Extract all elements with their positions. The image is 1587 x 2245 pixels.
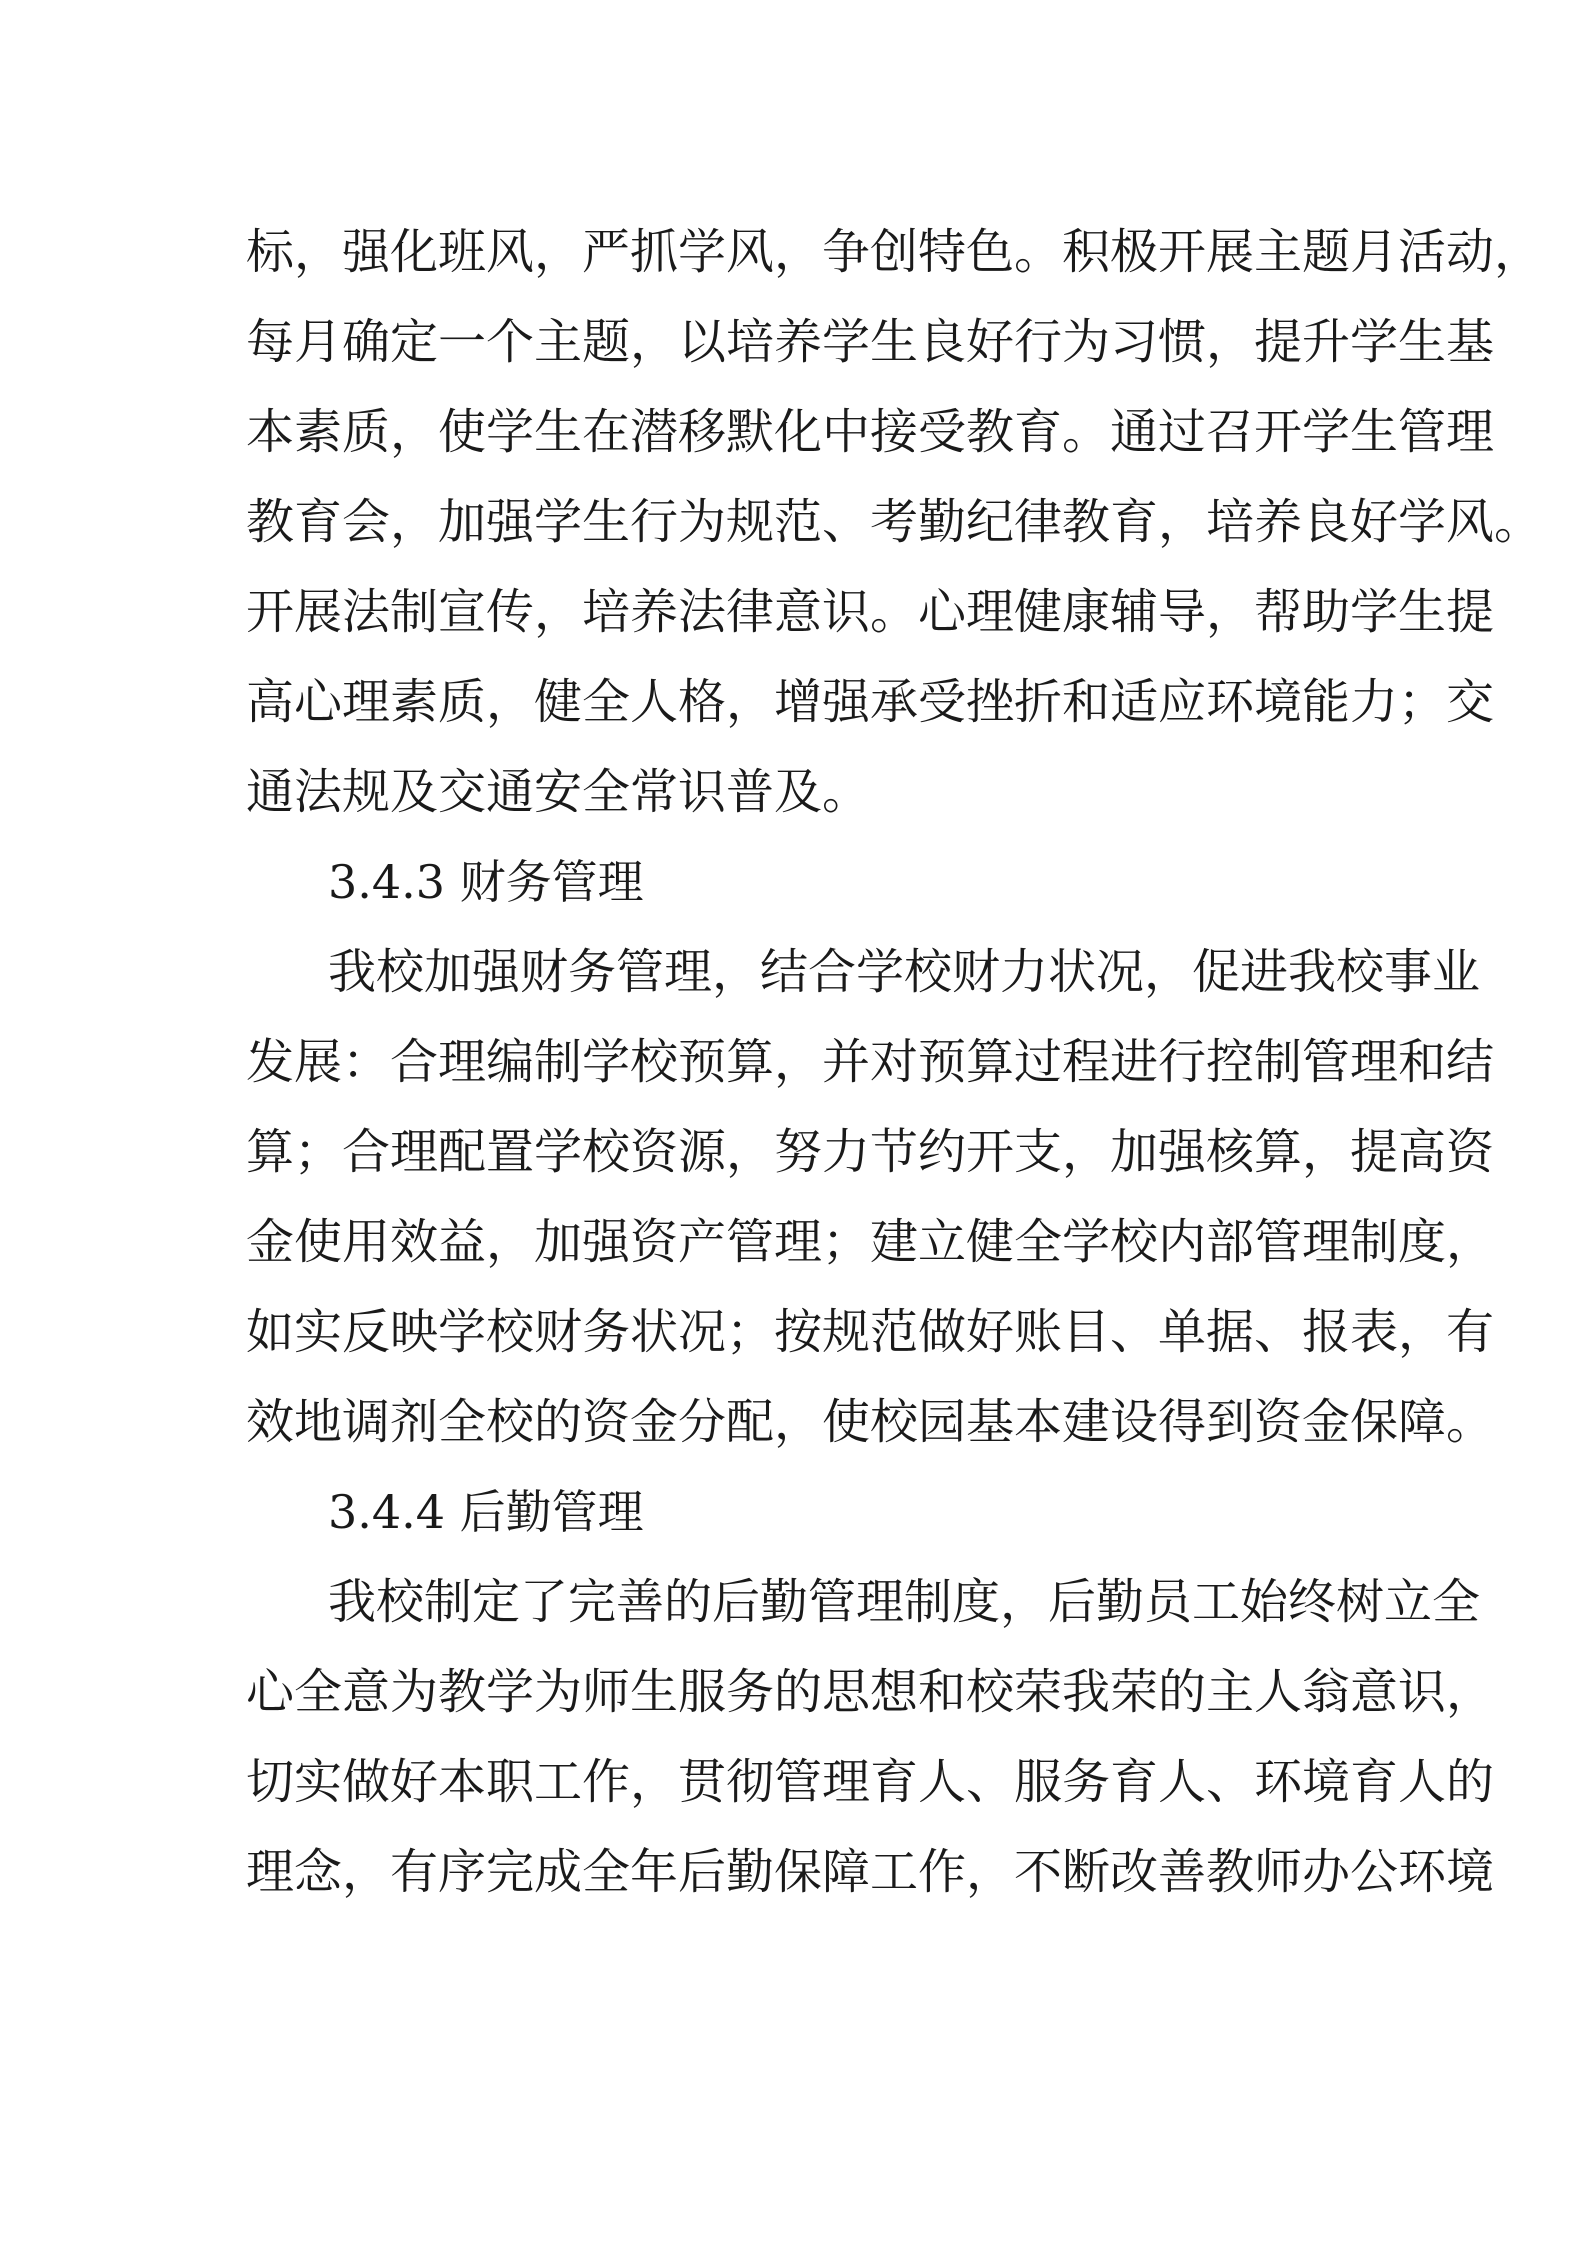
section-heading-logistics: 3.4.4 后勤管理 [328, 1485, 644, 1539]
text-line: 标，强化班风，严抓学风，争创特色。积极开展主题月活动， [246, 224, 1543, 280]
text-line: 理念，有序完成全年后勤保障工作，不断改善教师办公环境 [246, 1844, 1495, 1900]
text-line: 高心理素质，健全人格，增强承受挫折和适应环境能力；交 [246, 674, 1495, 730]
text-line: 效地调剂全校的资金分配，使校园基本建设得到资金保障。 [246, 1394, 1495, 1450]
text-line: 本素质，使学生在潜移默化中接受教育。通过召开学生管理 [246, 404, 1495, 460]
text-line: 如实反映学校财务状况；按规范做好账目、单据、报表，有 [246, 1304, 1495, 1360]
text-line: 我校加强财务管理，结合学校财力状况，促进我校事业 [328, 944, 1481, 1000]
section-heading-finance: 3.4.3 财务管理 [328, 855, 644, 909]
text-line: 开展法制宣传，培养法律意识。心理健康辅导，帮助学生提 [246, 584, 1495, 640]
text-line: 金使用效益，加强资产管理；建立健全学校内部管理制度， [246, 1214, 1495, 1270]
text-line: 算；合理配置学校资源，努力节约开支，加强核算，提高资 [246, 1124, 1495, 1180]
text-line: 通法规及交通安全常识普及。 [246, 764, 871, 820]
text-line: 发展：合理编制学校预算，并对预算过程进行控制管理和结 [246, 1034, 1495, 1090]
text-line: 我校制定了完善的后勤管理制度，后勤员工始终树立全 [328, 1574, 1481, 1630]
text-line: 教育会，加强学生行为规范、考勤纪律教育，培养良好学风。 [246, 494, 1543, 550]
text-line: 每月确定一个主题，以培养学生良好行为习惯，提升学生基 [246, 314, 1495, 370]
text-line: 心全意为教学为师生服务的思想和校荣我荣的主人翁意识， [246, 1664, 1495, 1720]
text-line: 切实做好本职工作，贯彻管理育人、服务育人、环境育人的 [246, 1754, 1495, 1810]
